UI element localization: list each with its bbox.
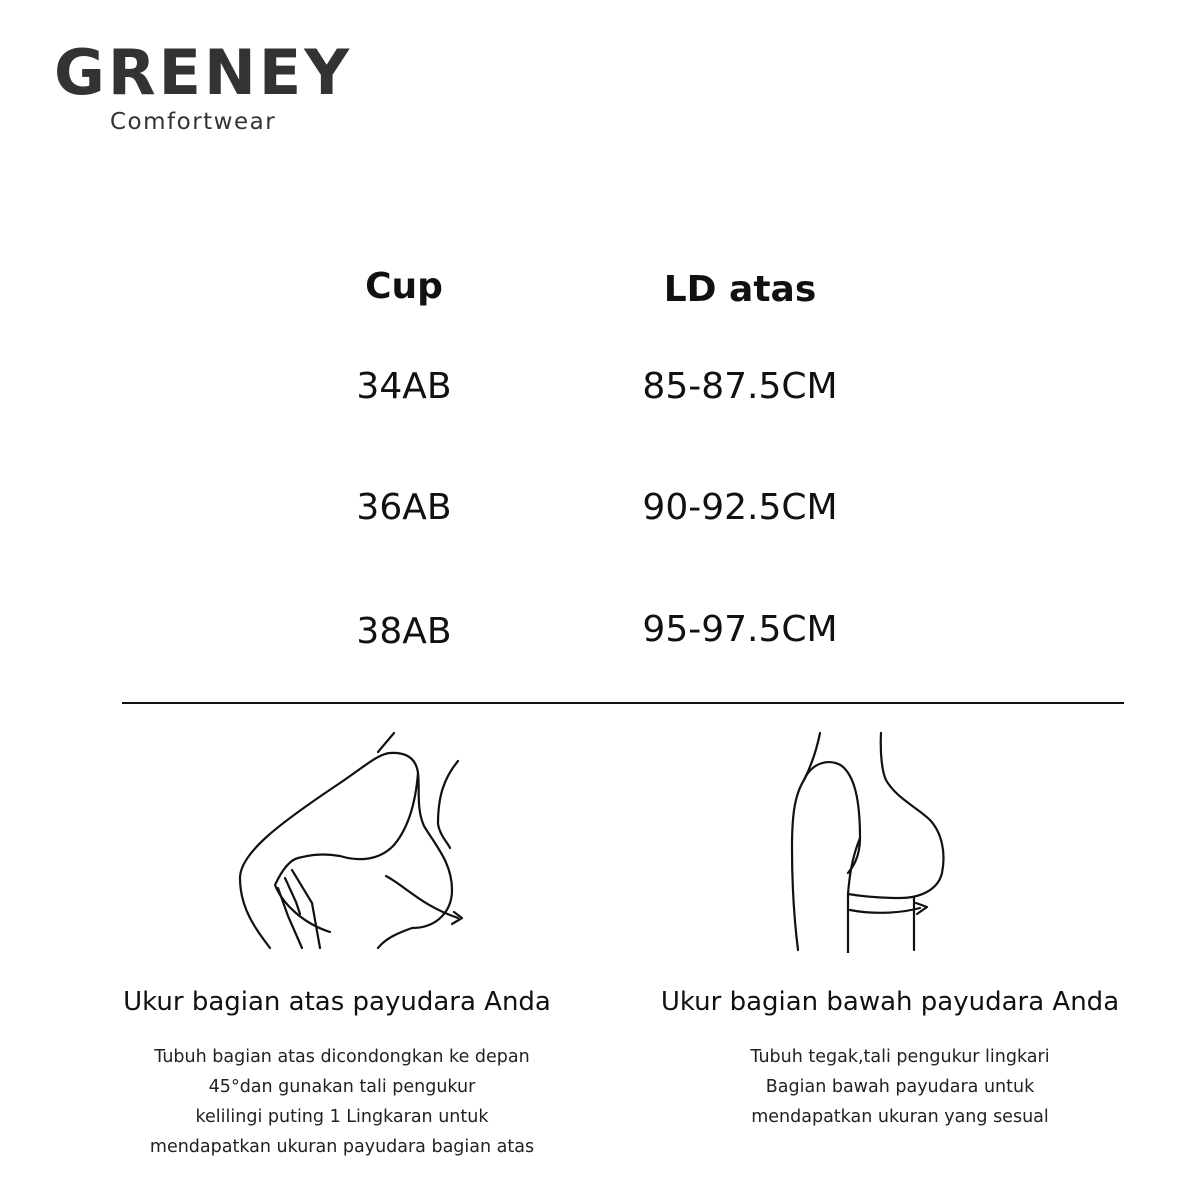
instruction-1-line: 45°dan gunakan tali pengukur (208, 1077, 476, 1097)
instruction-2-description (640, 1042, 1160, 1132)
instruction-2-line: Tubuh tegak,tali pengukur lingkari (750, 1047, 1050, 1067)
instruction-1-title: Ukur bagian atas payudara Anda (123, 987, 551, 1017)
instruction-1-line: Tubuh bagian atas dicondongkan ke depan (154, 1047, 530, 1067)
instruction-1-line: mendapatkan ukuran payudara bagian atas (149, 1137, 535, 1157)
header-ld-atas: LD atas (663, 269, 817, 310)
section-divider (122, 702, 1124, 704)
header-cup: Cup (365, 266, 443, 307)
row-2-ld: 90-92.5CM (642, 487, 838, 528)
row-3-ld: 95-97.5CM (642, 609, 838, 650)
underbust-measure-standing-illustration (780, 728, 955, 953)
row-1-ld: 85-87.5CM (642, 366, 838, 407)
brand-name: GRENEY (54, 36, 353, 109)
row-2-cup: 36AB (356, 487, 452, 528)
row-3-cup: 38AB (356, 611, 452, 652)
instruction-2-title: Ukur bagian bawah payudara Anda (660, 987, 1120, 1017)
bust-measure-leaning-illustration (230, 728, 480, 953)
brand-tagline: Comfortwear (110, 109, 277, 135)
brand-logo (54, 38, 352, 136)
instruction-1-line: kelilingi puting 1 Lingkaran untuk (195, 1107, 489, 1127)
instruction-1-description (82, 1042, 602, 1162)
row-1-cup: 34AB (356, 366, 452, 407)
instruction-2-line: Bagian bawah payudara untuk (765, 1077, 1035, 1097)
instruction-2-line: mendapatkan ukuran yang sesual (751, 1107, 1049, 1127)
